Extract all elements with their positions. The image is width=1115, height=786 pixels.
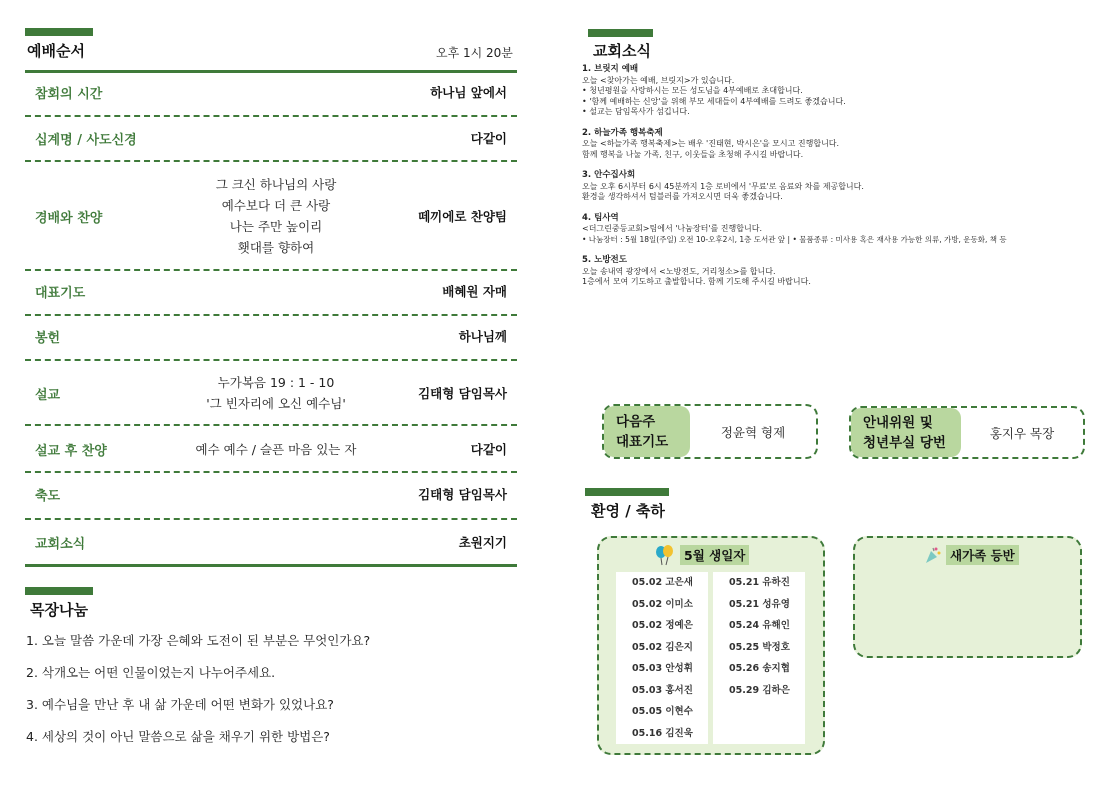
news-heading: 2. 하늘가족 행복축제 bbox=[582, 127, 663, 138]
order-row-label: 축도 bbox=[35, 488, 61, 504]
next-prayer-label bbox=[604, 406, 690, 457]
divider bbox=[25, 314, 517, 316]
news-heading: 1. 브릿지 예배 bbox=[582, 64, 639, 74]
divider bbox=[25, 359, 517, 361]
song: 나는 주만 높이리 bbox=[229, 219, 323, 234]
order-row-prayer bbox=[25, 277, 517, 305]
news-line: • 나눔장터 : 5월 18일(주일) 오전 10-오후2시, 1층 도서관 앞 | • 물품종류 : 미사용 혹은 재사용 가능한 의류, 가방, 운동화, 책 등 bbox=[582, 234, 1007, 244]
news-line: 함께 행복을 나눌 가족, 친구, 이웃들을 초청해 주시길 바랍니다. bbox=[582, 149, 804, 159]
newcomer-title-text: 새가족 등반 bbox=[946, 545, 1019, 565]
news-line: • 청년평원을 사랑하시는 모든 성도님을 4부예배로 초대합니다. bbox=[582, 86, 803, 95]
news-item bbox=[582, 128, 1102, 161]
birthday-entry: 05.29 김하은 bbox=[729, 684, 790, 696]
question: 2. 삭개오는 어떤 인물이었는지 나누어주세요. bbox=[26, 665, 276, 680]
cell-title-tab bbox=[25, 587, 93, 595]
question: 3. 예수님을 만난 후 내 삶 가운데 어떤 변화가 있었나요? bbox=[26, 697, 334, 712]
usher-box bbox=[849, 406, 1085, 459]
order-row-label: 대표기도 bbox=[35, 285, 86, 301]
order-row-worship bbox=[25, 172, 517, 260]
birthday-entry: 05.26 송지협 bbox=[729, 663, 790, 674]
question: 4. 세상의 것이 아닌 말씀으로 삶을 채우기 위한 방법은? bbox=[26, 729, 330, 744]
order-row-response-song bbox=[25, 435, 517, 463]
news-line: 오늘 송내역 광장에서 <노방전도, 거리청소>를 합니다. bbox=[582, 266, 776, 276]
response-song: 예수 예수 / 슬픈 마음 있는 자 bbox=[195, 441, 357, 457]
song: 횃대를 향하여 bbox=[237, 240, 315, 255]
news-line: 오늘 <찾아가는 예배, 브릿지>가 있습니다. bbox=[582, 75, 735, 85]
news-heading: 5. 노방전도 bbox=[582, 255, 627, 265]
news-title-tab bbox=[588, 29, 653, 37]
scripture-reference: 누가복음 19 : 1 - 10 bbox=[217, 375, 335, 390]
order-row-leader: 김태형 담임목사 bbox=[418, 386, 507, 401]
news-line: • 설교는 담임목사가 섬깁니다. bbox=[582, 107, 690, 116]
order-row-leader: 떼끼에로 찬양팀 bbox=[418, 209, 507, 224]
news-item bbox=[582, 213, 1102, 246]
divider bbox=[25, 518, 517, 520]
order-row-label: 설교 후 찬양 bbox=[35, 443, 107, 459]
birthday-entry: 05.02 고은새 bbox=[632, 577, 693, 588]
birthday-entry: 05.02 김은지 bbox=[632, 641, 693, 653]
order-row-leader: 김태형 담임목사 bbox=[418, 487, 507, 502]
news-line: 오늘 <하늘가족 행복축제>는 배우 '진태현, 박시은'을 모시고 진행합니다. bbox=[582, 139, 840, 148]
order-row-benediction bbox=[25, 480, 517, 508]
birthday-list-left bbox=[616, 572, 708, 744]
birthday-entry: 05.25 박정호 bbox=[729, 641, 790, 653]
order-title: 예배순서 bbox=[27, 42, 85, 60]
order-row-leader: 배혜원 자매 bbox=[442, 284, 507, 299]
usher-label bbox=[851, 408, 961, 457]
order-row-label: 교회소식 bbox=[35, 536, 86, 552]
party-popper-icon bbox=[922, 545, 942, 565]
news-item bbox=[582, 255, 1102, 288]
order-row-label: 참회의 시간 bbox=[35, 86, 103, 102]
next-prayer-label-line: 대표기도 bbox=[616, 433, 669, 450]
birthday-entry: 05.24 유해인 bbox=[729, 620, 790, 631]
divider bbox=[25, 160, 517, 162]
order-row-label: 설교 bbox=[35, 387, 61, 403]
welcome-title: 환영 / 축하 bbox=[591, 502, 665, 520]
usher-name: 홍지우 목장 bbox=[989, 425, 1055, 441]
birthday-entry: 05.16 김진욱 bbox=[632, 727, 693, 739]
order-row-label: 십계명 / 사도신경 bbox=[35, 132, 137, 148]
news-item bbox=[582, 64, 1102, 118]
order-row-label: 경배와 찬양 bbox=[35, 210, 103, 226]
sermon-title: '그 빈자리에 오신 예수님' bbox=[206, 396, 346, 411]
news-heading: 3. 안수집사회 bbox=[582, 170, 636, 180]
news-line: 환경을 생각하셔서 텀블러를 가져오시면 더욱 좋겠습니다. bbox=[582, 192, 783, 201]
service-time: 오후 1시 20분 bbox=[436, 46, 513, 60]
divider bbox=[25, 424, 517, 426]
divider bbox=[25, 471, 517, 473]
order-row-leader: 다같이 bbox=[470, 442, 507, 457]
order-title-tab bbox=[25, 28, 93, 36]
order-row-leader: 초원지기 bbox=[458, 535, 507, 550]
order-row-leader: 다같이 bbox=[470, 131, 507, 146]
news-title: 교회소식 bbox=[593, 42, 651, 60]
birthday-entry: 05.03 홍서진 bbox=[632, 684, 693, 696]
divider bbox=[25, 115, 517, 117]
order-row-sermon bbox=[25, 372, 517, 414]
cell-title: 목장나눔 bbox=[30, 601, 88, 619]
song-list bbox=[185, 174, 367, 258]
birthday-entry: 05.02 정예은 bbox=[632, 620, 693, 631]
sermon-scripture bbox=[185, 372, 367, 414]
news-line: 오늘 오후 6시부터 6시 45분까지 1층 로비에서 '무료'로 음료와 차를 제공합니다. bbox=[582, 181, 864, 191]
news-line: • '함께 예배하는 신앙'을 위해 부모 세대들이 4부예배를 드려도 좋겠습니다. bbox=[582, 96, 846, 106]
song: 그 크신 하나님의 사랑 bbox=[215, 177, 337, 192]
order-row-leader: 하나님께 bbox=[458, 329, 507, 344]
next-prayer-box bbox=[602, 404, 818, 459]
news-heading: 4. 팀사역 bbox=[582, 212, 619, 223]
question: 1. 오늘 말씀 가운데 가장 은혜와 도전이 된 부분은 무엇인가요? bbox=[26, 633, 371, 648]
divider bbox=[25, 269, 517, 271]
next-prayer-label-line: 다음주 bbox=[616, 413, 656, 430]
birthday-entry: 05.05 이현수 bbox=[632, 706, 693, 717]
birthday-entry: 05.02 이미소 bbox=[632, 598, 693, 610]
birthday-entry: 05.03 안성휘 bbox=[632, 663, 693, 674]
news-line: <더그린중등교회>팀에서 '나눔장터'를 진행합니다. bbox=[582, 224, 762, 233]
usher-label-line: 안내위원 및 bbox=[863, 414, 933, 431]
song: 예수보다 더 큰 사랑 bbox=[221, 198, 331, 213]
next-prayer-name: 정윤혁 형제 bbox=[720, 424, 786, 440]
newcomer-card-title bbox=[922, 545, 1019, 565]
birthday-card-title bbox=[654, 544, 749, 566]
news-list bbox=[582, 64, 1102, 298]
birthday-list-right bbox=[713, 572, 805, 744]
welcome-title-tab bbox=[585, 488, 669, 496]
usher-label-line: 청년부실 당번 bbox=[863, 434, 946, 451]
order-row-leader: 하나님 앞에서 bbox=[430, 85, 507, 100]
order-row-label: 봉헌 bbox=[35, 330, 61, 346]
birthday-title-text: 5월 생일자 bbox=[680, 545, 749, 565]
order-row-confession bbox=[25, 78, 517, 106]
balloon-icon bbox=[654, 544, 676, 566]
order-bottom-rule bbox=[25, 564, 517, 567]
news-line: 1층에서 모여 기도하고 출발합니다. 함께 기도해 주시길 바랍니다. bbox=[582, 277, 811, 286]
order-row-creed bbox=[25, 124, 517, 152]
birthday-entry: 05.21 유하진 bbox=[729, 577, 790, 588]
order-row-news bbox=[25, 528, 517, 556]
order-top-rule bbox=[25, 70, 517, 73]
birthday-entry: 05.21 성유영 bbox=[729, 598, 790, 610]
news-item bbox=[582, 170, 1102, 203]
order-row-offering bbox=[25, 322, 517, 350]
